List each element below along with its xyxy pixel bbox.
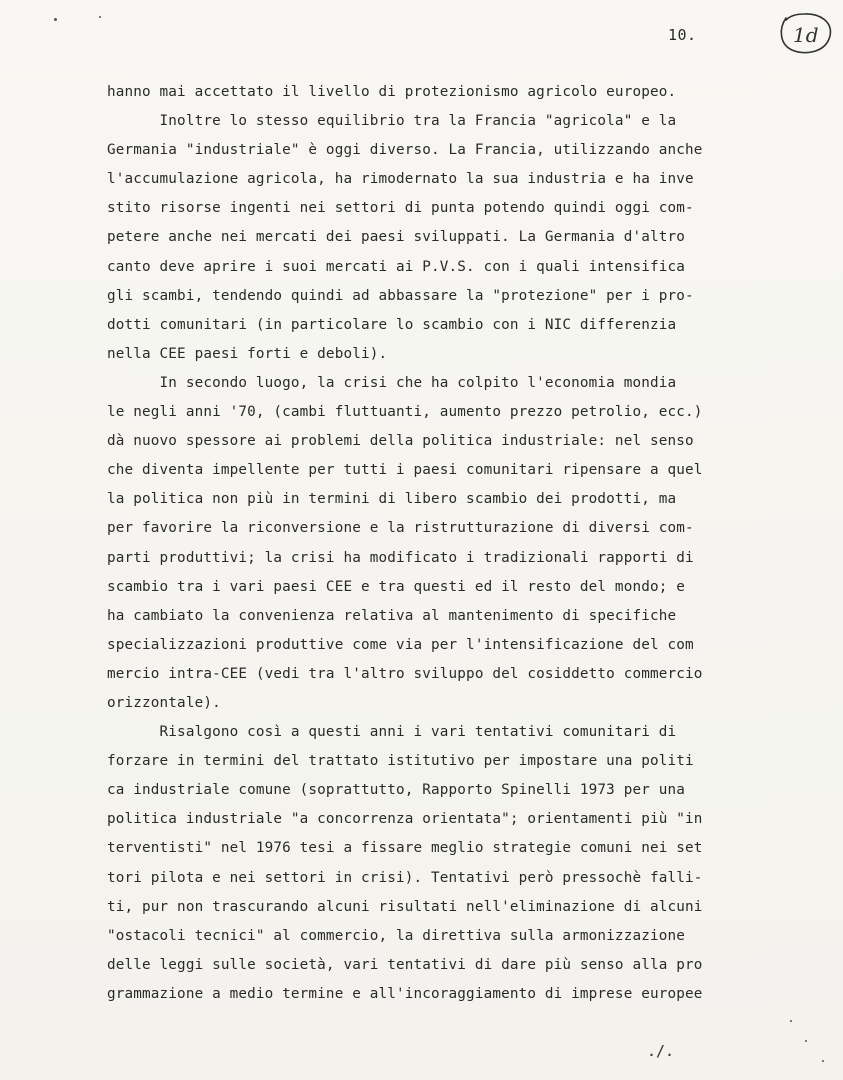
text-line: tori pilota e nei settori in crisi). Tentativi però pressochè falli-: [107, 869, 703, 886]
page-number: 10.: [668, 26, 697, 44]
text-line: forzare in termini del trattato istitutivo per impostare una politi: [107, 753, 694, 770]
text-line: mercio intra-CEE (vedi tra l'altro sviluppo del cosiddetto commercio: [107, 665, 703, 682]
text-line: la politica non più in termini di libero scambio dei prodotti, ma: [107, 491, 677, 508]
text-line: le negli anni '70, (cambi fluttuanti, aumento prezzo petrolio, ecc.): [107, 404, 703, 421]
paper-speck: [790, 1020, 792, 1022]
paper-speck: [99, 16, 101, 18]
text-line: ti, pur non trascurando alcuni risultati nell'eliminazione di alcuni: [107, 898, 703, 915]
text-line: Inoltre lo stesso equilibrio tra la Francia "agricola" e la: [107, 113, 677, 130]
continuation-mark: ./.: [647, 1042, 675, 1060]
svg-text:1d: 1d: [793, 23, 819, 47]
text-line: specializzazioni produttive come via per l'intensificazione del com: [107, 636, 694, 653]
text-line: stito risorse ingenti nei settori di punta potendo quindi oggi com-: [107, 200, 694, 217]
body-text: [107, 78, 767, 1009]
text-line: ha cambiato la convenienza relativa al mantenimento di specifiche: [107, 607, 677, 624]
text-line: politica industriale "a concorrenza orientata"; orientamenti più "in: [107, 811, 703, 828]
text-line: gli scambi, tendendo quindi ad abbassare la "protezione" per i pro-: [107, 287, 694, 304]
handwritten-page-mark: [776, 10, 834, 56]
text-line: per favorire la riconversione e la ristrutturazione di diversi com-: [107, 520, 694, 537]
text-line: dà nuovo spessore ai problemi della politica industriale: nel senso: [107, 433, 694, 450]
paper-speck: [54, 18, 57, 21]
text-line: In secondo luogo, la crisi che ha colpito l'economia mondia: [107, 374, 677, 391]
text-line: terventisti" nel 1976 tesi a fissare meglio strategie comuni nei set: [107, 840, 703, 857]
text-line: "ostacoli tecnici" al commercio, la direttiva sulla armonizzazione: [107, 927, 685, 944]
text-line: delle leggi sulle società, vari tentativi di dare più senso alla pro: [107, 956, 703, 973]
text-line: orizzontale).: [107, 694, 221, 711]
text-line: grammazione a medio termine e all'incoraggiamento di imprese europee: [107, 985, 703, 1002]
paragraph-1: [107, 78, 767, 107]
text-line: ca industriale comune (soprattutto, Rapporto Spinelli 1973 per una: [107, 782, 685, 799]
text-line: Germania "industriale" è oggi diverso. La Francia, utilizzando anche: [107, 142, 703, 159]
text-line: Risalgono così a questi anni i vari tentativi comunitari di: [107, 724, 677, 741]
text-line: nella CEE paesi forti e deboli).: [107, 345, 388, 362]
paragraph-2: [107, 107, 767, 369]
text-line: petere anche nei mercati dei paesi sviluppati. La Germania d'altro: [107, 229, 685, 246]
paragraph-4: [107, 718, 767, 1009]
text-line: hanno mai accettato il livello di protezionismo agricolo europeo.: [107, 84, 677, 100]
text-line: l'accumulazione agricola, ha rimodernato la sua industria e ha inve: [107, 171, 694, 188]
paper-speck: [822, 1060, 824, 1062]
text-line: parti produttivi; la crisi ha modificato i tradizionali rapporti di: [107, 549, 694, 566]
paper-speck: [805, 1040, 807, 1042]
text-line: canto deve aprire i suoi mercati ai P.V.S. con i quali intensifica: [107, 258, 685, 275]
paragraph-3: [107, 369, 767, 718]
text-line: che diventa impellente per tutti i paesi comunitari ripensare a quel: [107, 462, 703, 479]
text-line: dotti comunitari (in particolare lo scambio con i NIC differenzia: [107, 316, 677, 333]
text-line: scambio tra i vari paesi CEE e tra questi ed il resto del mondo; e: [107, 578, 685, 595]
